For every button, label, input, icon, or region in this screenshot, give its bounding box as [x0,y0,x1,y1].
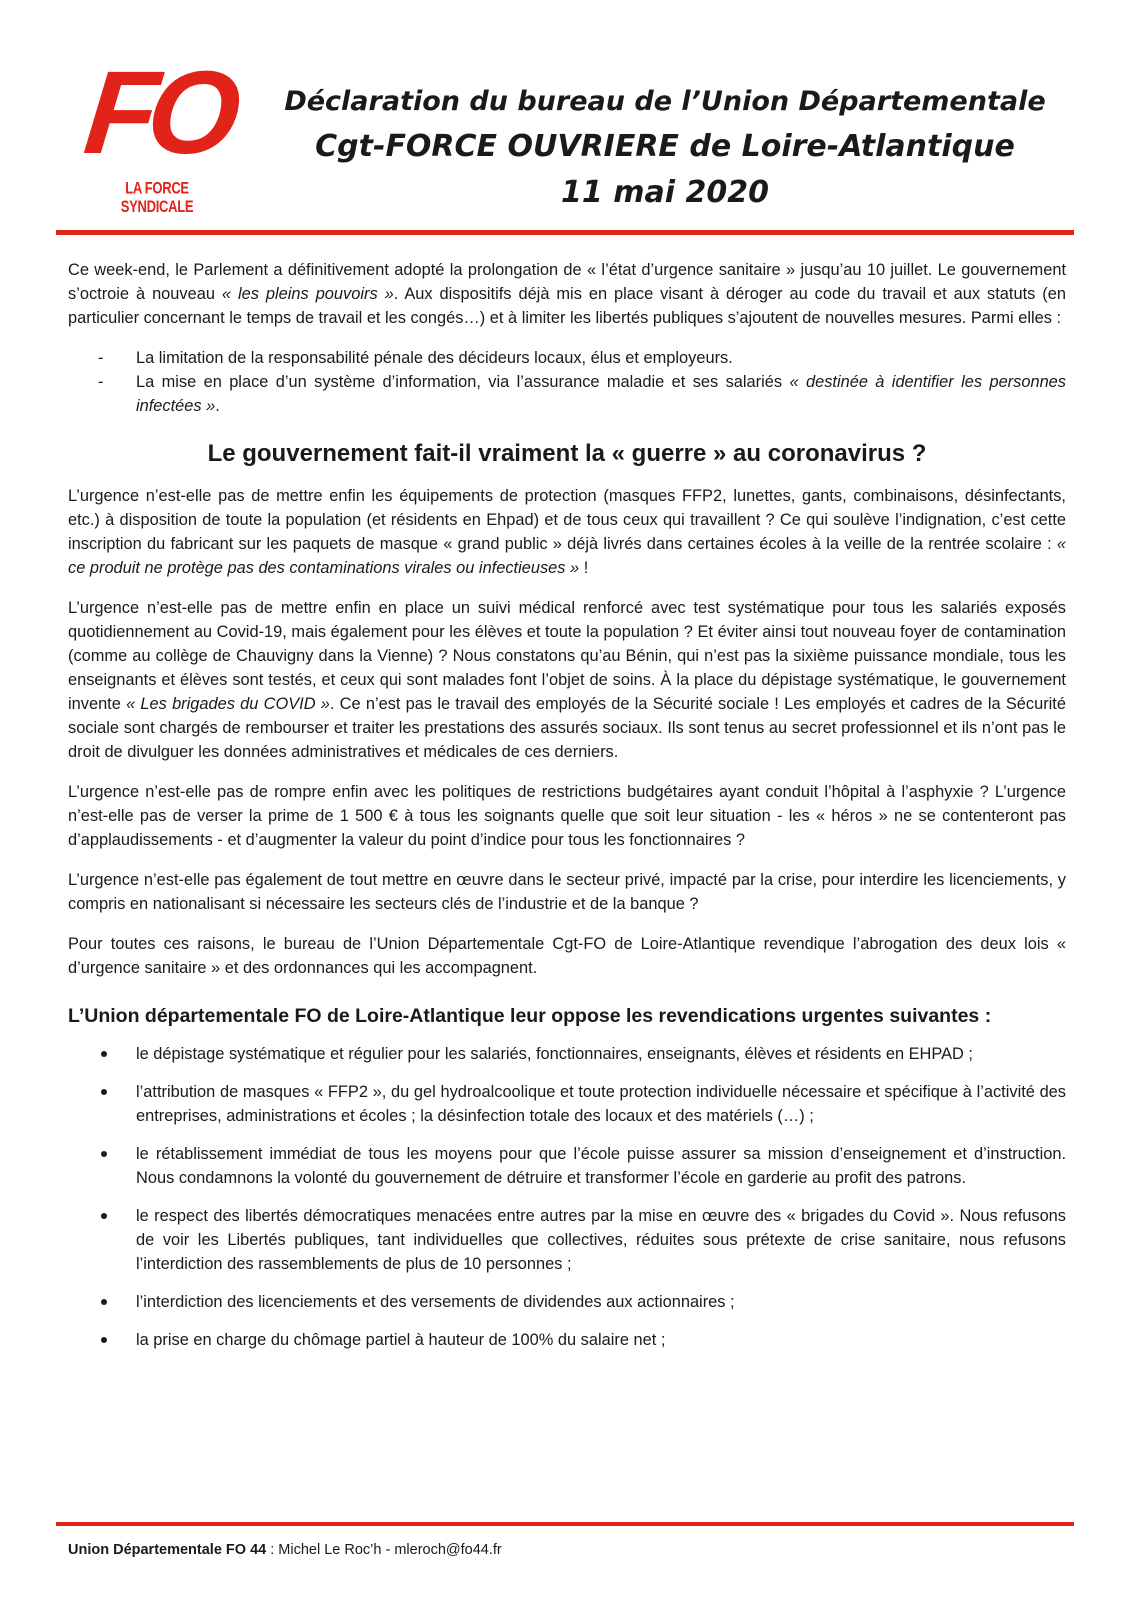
list-item [68,1204,1066,1276]
title-line-2: Cgt-FORCE OUVRIERE de Loire-Atlantique [315,129,1015,164]
list-item-text: l’attribution de masques « FFP2 », du gel hydroalcoolique et toute protection individuelle nécessaire et spécifique à l’activité des entreprises, administrations et écoles ; la désinfection totale des locaux et des matériels (…) ; [136,1083,1066,1125]
list-item [68,370,1066,418]
intro-text-a: Ce week-end, le Parlement a définitivement adopté la prolongation de « l’état d’urgence sanitaire » jusqu’au 10 juillet. Le gouvernement s’octroie à nouveau [68,261,1066,303]
list-item [68,1290,1066,1314]
body-paragraph: Pour toutes ces raisons, le bureau de l’Union Départementale Cgt-FO de Loire-Atlantique revendique l’abrogation des deux lois « d’urgence sanitaire » et des ordonnances qui les accompagnent. [68,935,1066,977]
paragraph-quote: « ce produit ne protège pas des contaminations virales ou infectieuses » [68,535,1066,577]
list-item [68,1080,1066,1128]
fo-logo-tagline: LA FORCE SYNDICALE [120,178,194,216]
list-item-text-end: . [215,397,220,415]
bullet-icon [101,1051,107,1057]
bullet-icon [101,1213,107,1219]
bullet-icon [101,1089,107,1095]
footer-org: Union Départementale FO 44 [68,1542,267,1558]
title-line-1: Déclaration du bureau de l’Union Départementale [284,86,1046,117]
list-item [68,346,1066,370]
paragraph-text: L’urgence n’est-elle pas de mettre enfin les équipements de protection (masques FFP2, lunettes, gants, combinaisons, désinfectants, etc.) à disposition de toute la population (et résidents en Ehpad) et de tous ceux qui travaillent ? Ce qui soulève l’indignation, c’est cette inscription du fabricant sur les paquets de masque « grand public » déjà livrés dans certaines écoles à la veille de la rentrée scolaire : [68,487,1066,553]
demands-heading: L’Union départementale FO de Loire-Atlantique leur oppose les revendications urgentes suivantes : [68,1005,992,1027]
paragraph-text: L’urgence n’est-elle pas de mettre enfin en place un suivi médical renforcé avec test systématique pour tous les salariés exposés quotidiennement au Covid-19, mais également pour les élèves et toute la population ? Et éviter ainsi tout nouveau foyer de contamination (comme au collège de Chauvigny dans la Vienne) ? Nous constatons qu’au Bénin, qui n’est pas la sixième puissance mondiale, tous les enseignants et élèves sont testés, et ceux qui sont malades font l’objet de soins. À la place du dépistage systématique, le gouvernement invente [68,599,1066,713]
paragraph-text-end: ! [579,559,589,577]
intro-paragraph [68,258,1066,330]
body-paragraph: L’urgence n’est-elle pas de rompre enfin avec les politiques de restrictions budgétaires ayant conduit l’hôpital à l’asphyxie ? L’urgence n’est-elle pas de verser la prime de 1 500 € à tous les soignants quelle que soit leur situation - les « héros » ne se contenteront pas d’applaudissements - et d’augmenter la valeur du point d’indice pour tous les fonctionnaires ? [68,783,1066,849]
list-item [68,1042,1066,1066]
document-body [68,258,1066,1366]
title-date: 11 mai 2020 [561,175,769,210]
fo-logo [79,47,237,216]
intro-quote: « les pleins pouvoirs » [221,285,394,303]
measures-list [68,346,1066,418]
dash-marker: - [98,373,104,391]
list-item-text: le respect des libertés démocratiques menacées entre autres par la mise en œuvre des « brigades du Covid ». Nous refusons de voir les Libertés publiques, tant individuelles que collectives, réduites sous prétexte de crise sanitaire, nous refusons l’interdiction des rassemblements de plus de 10 personnes ; [136,1207,1066,1273]
bullet-icon [101,1299,107,1305]
section-heading: Le gouvernement fait-il vraiment la « guerre » au coronavirus ? [207,440,927,467]
list-item-text: le rétablissement immédiat de tous les moyens pour que l’école puisse assurer sa mission d’enseignement et d’instruction. Nous condamnons la volonté du gouvernement de détruire et transformer l’école en garderie au profit des patrons. [136,1145,1066,1187]
list-item [68,1142,1066,1190]
fo-logo-letters: FO [79,47,237,179]
body-paragraph: L’urgence n’est-elle pas également de tout mettre en œuvre dans le secteur privé, impacté par la crise, pour interdire les licenciements, y compris en nationalisant si nécessaire les secteurs clés de l’industrie et de la banque ? [68,871,1066,913]
footer-divider [56,1522,1074,1526]
demands-list [68,1042,1066,1352]
list-item-text: l’interdiction des licenciements et des versements de dividendes aux actionnaires ; [136,1293,735,1311]
list-item-text: La limitation de la responsabilité pénale des décideurs locaux, élus et employeurs. [136,349,733,367]
header-divider [56,230,1074,235]
list-item-quote: « destinée à identifier les personnes infectées » [136,373,1066,415]
list-item-text: la prise en charge du chômage partiel à hauteur de 100% du salaire net ; [136,1331,666,1349]
bullet-icon [101,1337,107,1343]
dash-marker: - [98,349,104,367]
body-paragraph [68,484,1066,580]
intro-text-b: . Aux dispositifs déjà mis en place visant à déroger au code du travail et aux statuts (en particulier concernant le temps de travail et les congés…) et à limiter les libertés publiques s’ajoutent de nouvelles mesures. Parmi elles : [68,285,1066,327]
list-item [68,1328,1066,1352]
list-item-text: le dépistage systématique et régulier pour les salariés, fonctionnaires, enseignants, élèves et résidents en EHPAD ; [136,1045,973,1063]
bullet-icon [101,1151,107,1157]
footer [68,1540,1058,1560]
paragraph-quote: « Les brigades du COVID » [126,695,330,713]
document-title [250,80,1080,216]
list-item-text: La mise en place d’un système d’information, via l’assurance maladie et ses salariés [136,373,790,391]
footer-contact: : Michel Le Roc’h - mleroch@fo44.fr [266,1542,502,1558]
paragraph-text-end: . Ce n’est pas le travail des employés de la Sécurité sociale ! Les employés et cadres de la Sécurité sociale sont chargés de rembourser et traiter les prestations des assurés sociaux. Ils sont tenus au secret professionnel et ils n’ont pas le droit de divulguer les données administratives et médicales de ces derniers. [68,695,1066,761]
body-paragraph [68,596,1066,764]
